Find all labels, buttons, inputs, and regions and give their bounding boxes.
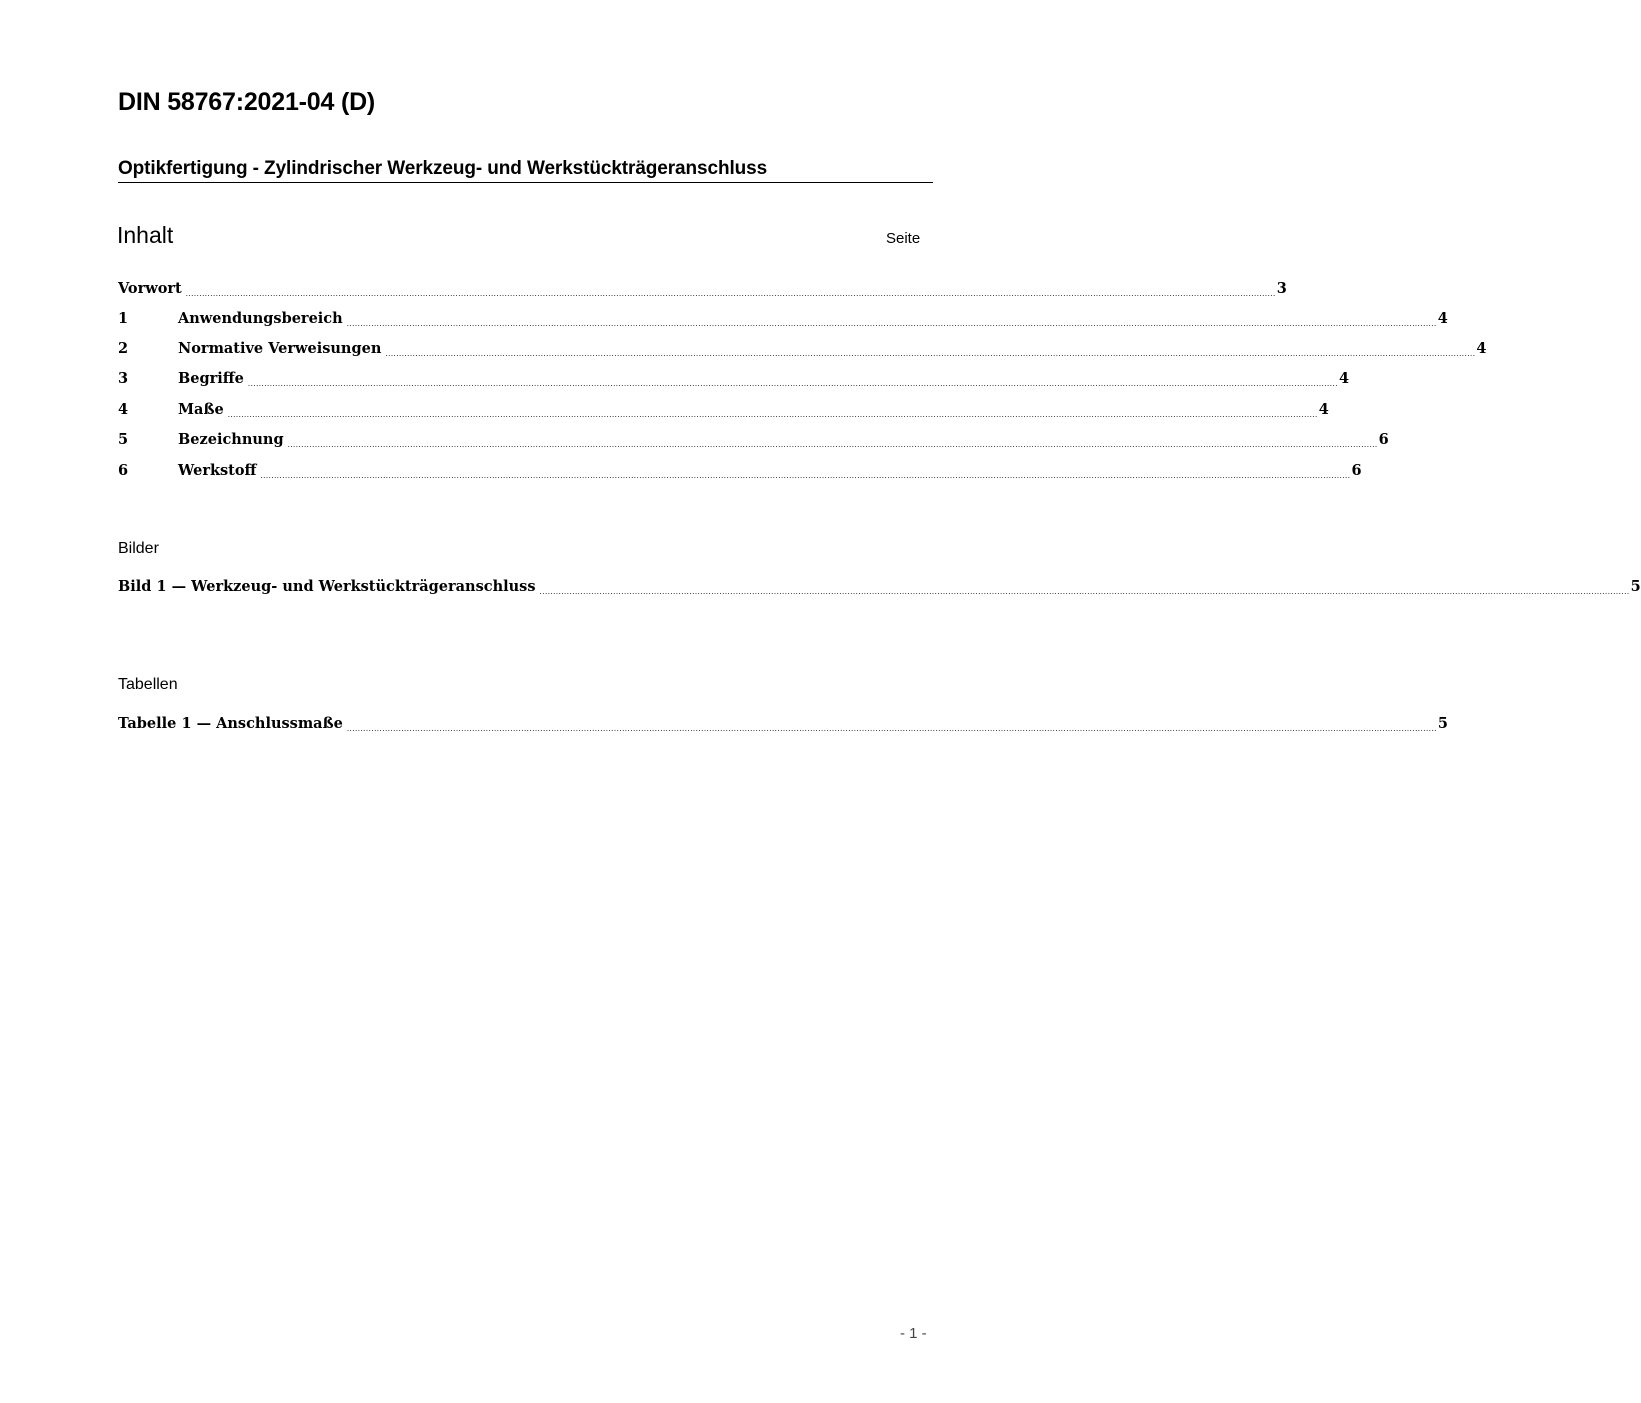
toc-leader-dots: ................................................................................................................................................................................................................................................................................................................................................................................................................ (227, 411, 1318, 419)
document-subtitle: Optikfertigung - Zylindrischer Werkzeug- und Werkstückträgeranschluss (118, 158, 933, 183)
toc-entry-number: 4 (118, 401, 129, 418)
toc-entry-number: 6 (118, 462, 129, 479)
toc-entry-page: 4 (1318, 401, 1329, 418)
toc-entry-text: Werkstoff (178, 462, 257, 479)
page-number: - 1 - (900, 1325, 927, 1342)
toc-page-column-label: Seite (886, 230, 921, 247)
toc-leader-dots: ................................................................................................................................................................................................................................................................................................................................................................................................................ (260, 472, 1351, 480)
toc-entry-page: 6 (1378, 431, 1389, 448)
table-entry-tabelle-1[interactable] (118, 715, 1448, 735)
toc-entry-page: 4 (1476, 340, 1487, 357)
toc-entry-text: Bezeichnung (178, 431, 284, 448)
toc-leader-dots: ................................................................................................................................................................................................................................................................................................................................................................................................................ (346, 725, 1437, 733)
toc-leader-dots: ................................................................................................................................................................................................................................................................................................................................................................................................................ (287, 441, 1378, 449)
toc-leader-dots: ................................................................................................................................................................................................................................................................................................................................................................................................................ (247, 380, 1338, 388)
toc-entry-text: Vorwort (118, 280, 182, 297)
figures-heading: Bilder (118, 540, 159, 557)
toc-entry-number: 1 (118, 310, 129, 327)
toc-entry-page: 4 (1338, 370, 1350, 387)
toc-entry-text: Begriffe (178, 370, 244, 387)
toc-entry-vorwort[interactable] (118, 280, 1287, 300)
toc-entry-text: Tabelle 1 — Anschlussmaße (118, 715, 343, 732)
toc-heading: Inhalt (117, 222, 174, 248)
toc-entry-page: 6 (1351, 462, 1362, 479)
toc-leader-dots: ................................................................................................................................................................................................................................................................................................................................................................................................................ (385, 350, 1476, 358)
toc-entry-bezeichnung[interactable] (118, 431, 1389, 451)
toc-entry-masse[interactable] (118, 401, 1329, 421)
toc-entry-page: 5 (1437, 715, 1448, 732)
tables-heading: Tabellen (118, 676, 178, 693)
figure-entry-bild-1[interactable] (118, 578, 1641, 598)
toc-entry-page: 4 (1437, 310, 1448, 327)
toc-entry-normative-verweisungen[interactable] (118, 340, 1487, 360)
toc-entry-number: 5 (118, 431, 129, 448)
toc-entry-number: 3 (118, 370, 129, 387)
toc-entry-number: 2 (118, 340, 129, 357)
toc-leader-dots: ................................................................................................................................................................................................................................................................................................................................................................................................................ (185, 290, 1276, 298)
toc-leader-dots: ................................................................................................................................................................................................................................................................................................................................................................................................................ (346, 320, 1437, 328)
toc-entry-text: Anwendungsbereich (178, 310, 343, 327)
toc-entry-page: 5 (1630, 578, 1641, 595)
toc-entry-page: 3 (1276, 280, 1287, 297)
toc-entry-anwendungsbereich[interactable] (118, 310, 1448, 330)
toc-entry-text: Normative Verweisungen (178, 340, 382, 357)
toc-entry-text: Maße (178, 401, 224, 418)
toc-entry-text: Bild 1 — Werkzeug- und Werkstückträgeranschluss (118, 578, 536, 595)
toc-entry-werkstoff[interactable] (118, 462, 1362, 482)
toc-entry-begriffe[interactable] (118, 370, 1350, 390)
document-title: DIN 58767:2021-04 (D) (118, 88, 376, 116)
toc-leader-dots: ................................................................................................................................................................................................................................................................................................................................................................................................................ (539, 588, 1630, 596)
